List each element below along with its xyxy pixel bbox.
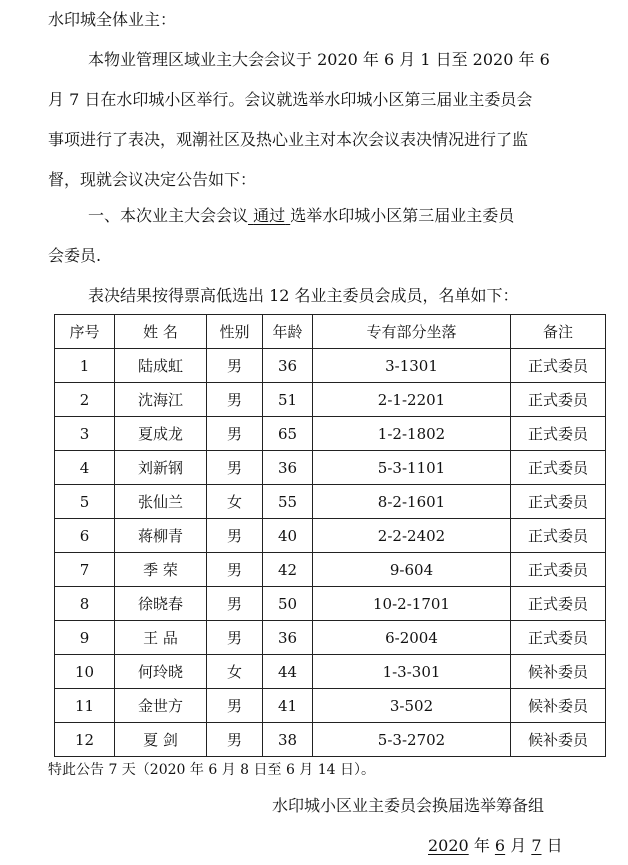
table-row (55, 723, 606, 757)
cell-remark: 正式委员 (511, 485, 606, 519)
cell-index: 10 (55, 655, 115, 689)
resolution-suffix: 选举水印城小区第三届业主委员 (290, 206, 515, 225)
cell-name: 金世方 (115, 689, 207, 723)
cell-gender: 男 (207, 383, 263, 417)
paragraph-line: 督，现就会议决定公告如下： (48, 170, 257, 189)
table-header-row (55, 315, 606, 349)
cell-name: 季 荣 (115, 553, 207, 587)
table-row (55, 383, 606, 417)
cell-unit: 1-3-301 (313, 655, 511, 689)
cell-name: 陆成虹 (115, 349, 207, 383)
paragraph-line: 本物业管理区域业主大会会议于 2020 年 6 月 1 日至 2020 年 6 (88, 50, 550, 69)
cell-age: 51 (263, 383, 313, 417)
table-row (55, 349, 606, 383)
paragraph-line: 月 7 日在水印城小区举行。会议就选举水印城小区第三届业主委员会 (48, 90, 533, 109)
cell-gender: 男 (207, 587, 263, 621)
cell-gender: 男 (207, 417, 263, 451)
salutation: 水印城全体业主： (48, 10, 177, 29)
table-row (55, 587, 606, 621)
cell-remark: 正式委员 (511, 451, 606, 485)
cell-name: 夏成龙 (115, 417, 207, 451)
date-day-unit: 日 (546, 836, 563, 855)
cell-unit: 1-2-1802 (313, 417, 511, 451)
header-age: 年龄 (263, 315, 313, 349)
cell-unit: 5-3-1101 (313, 451, 511, 485)
cell-age: 36 (263, 621, 313, 655)
resolution-item-1-line2: 会委员. (48, 246, 102, 265)
table-row (55, 417, 606, 451)
cell-age: 40 (263, 519, 313, 553)
cell-gender: 男 (207, 519, 263, 553)
paragraph-line: 事项进行了表决，观潮社区及热心业主对本次会议表决情况进行了监 (48, 130, 529, 149)
cell-index: 4 (55, 451, 115, 485)
date-year-unit: 年 (473, 836, 490, 855)
resolution-prefix: 一、本次业主大会会议 (88, 206, 249, 225)
cell-age: 42 (263, 553, 313, 587)
cell-index: 2 (55, 383, 115, 417)
cell-remark: 正式委员 (511, 621, 606, 655)
date-year: 2020 (428, 836, 469, 855)
issue-date (428, 836, 563, 856)
cell-name: 夏 剑 (115, 723, 207, 757)
cell-age: 44 (263, 655, 313, 689)
cell-gender: 男 (207, 451, 263, 485)
header-name: 姓 名 (115, 315, 207, 349)
cell-remark: 候补委员 (511, 723, 606, 757)
cell-remark: 正式委员 (511, 587, 606, 621)
header-unit: 专有部分坐落 (313, 315, 511, 349)
cell-unit: 6-2004 (313, 621, 511, 655)
cell-name: 徐晓春 (115, 587, 207, 621)
cell-gender: 女 (207, 485, 263, 519)
table-row (55, 655, 606, 689)
table-row (55, 553, 606, 587)
cell-age: 55 (263, 485, 313, 519)
cell-name: 王 品 (115, 621, 207, 655)
cell-unit: 3-1301 (313, 349, 511, 383)
table-row (55, 621, 606, 655)
cell-remark: 候补委员 (511, 655, 606, 689)
cell-index: 5 (55, 485, 115, 519)
cell-unit: 8-2-1601 (313, 485, 511, 519)
resolution-item-1 (88, 206, 514, 226)
cell-gender: 男 (207, 553, 263, 587)
cell-gender: 女 (207, 655, 263, 689)
cell-age: 38 (263, 723, 313, 757)
cell-age: 41 (263, 689, 313, 723)
cell-index: 12 (55, 723, 115, 757)
cell-age: 65 (263, 417, 313, 451)
table-row (55, 485, 606, 519)
cell-index: 7 (55, 553, 115, 587)
cell-name: 何玲晓 (115, 655, 207, 689)
cell-remark: 候补委员 (511, 689, 606, 723)
table-row (55, 451, 606, 485)
cell-index: 3 (55, 417, 115, 451)
roster-intro: 表决结果按得票高低选出 12 名业主委员会成员，名单如下： (88, 286, 519, 305)
date-day: 7 (531, 836, 542, 855)
cell-gender: 男 (207, 723, 263, 757)
cell-name: 沈海江 (115, 383, 207, 417)
cell-unit: 10-2-1701 (313, 587, 511, 621)
cell-index: 11 (55, 689, 115, 723)
cell-age: 50 (263, 587, 313, 621)
cell-gender: 男 (207, 349, 263, 383)
table-row (55, 689, 606, 723)
date-month: 6 (494, 836, 506, 855)
cell-remark: 正式委员 (511, 349, 606, 383)
header-remark: 备注 (511, 315, 606, 349)
cell-index: 9 (55, 621, 115, 655)
cell-unit: 2-1-2201 (313, 383, 511, 417)
cell-remark: 正式委员 (511, 417, 606, 451)
cell-name: 张仙兰 (115, 485, 207, 519)
header-index: 序号 (55, 315, 115, 349)
cell-name: 刘新钢 (115, 451, 207, 485)
cell-index: 1 (55, 349, 115, 383)
header-gender: 性别 (207, 315, 263, 349)
date-month-unit: 月 (510, 836, 527, 855)
cell-unit: 9-604 (313, 553, 511, 587)
issuer: 水印城小区业主委员会换届选举筹备组 (272, 796, 545, 815)
cell-unit: 2-2-2402 (313, 519, 511, 553)
cell-unit: 5-3-2702 (313, 723, 511, 757)
cell-remark: 正式委员 (511, 383, 606, 417)
resolution-result: 通过 (253, 206, 286, 225)
cell-index: 6 (55, 519, 115, 553)
table-row (55, 519, 606, 553)
cell-name: 蒋柳青 (115, 519, 207, 553)
cell-unit: 3-502 (313, 689, 511, 723)
cell-age: 36 (263, 451, 313, 485)
cell-remark: 正式委员 (511, 553, 606, 587)
cell-age: 36 (263, 349, 313, 383)
cell-index: 8 (55, 587, 115, 621)
cell-gender: 男 (207, 689, 263, 723)
notice-period-note: 特此公告 7 天（2020 年 6 月 8 日至 6 月 14 日）。 (48, 762, 376, 778)
cell-remark: 正式委员 (511, 519, 606, 553)
cell-gender: 男 (207, 621, 263, 655)
committee-roster-table (54, 314, 606, 757)
